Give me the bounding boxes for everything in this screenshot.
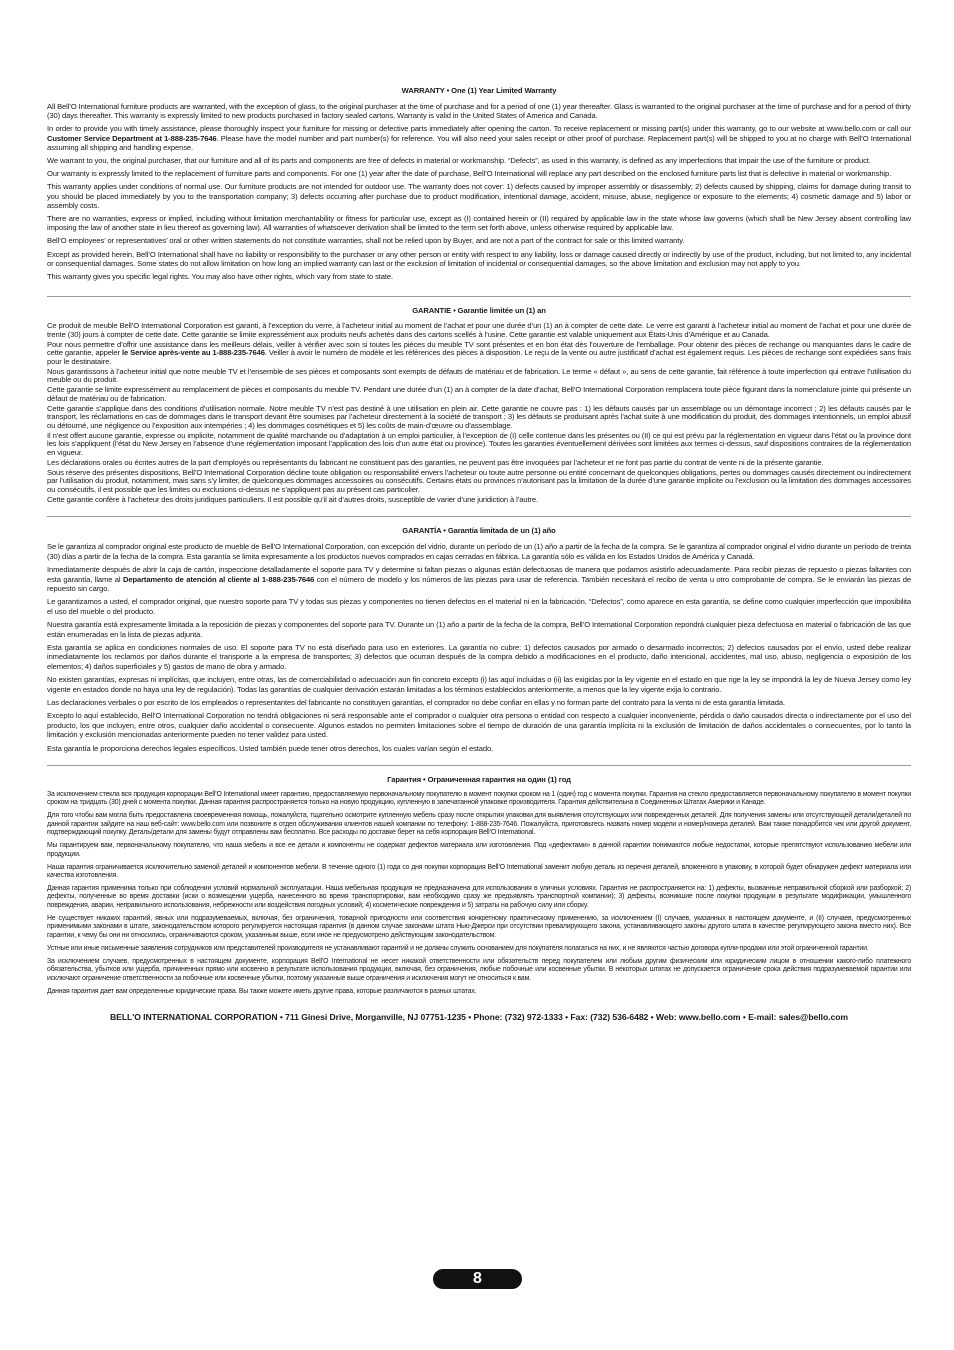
customer-service-phone: Customer Service Department at 1-888-235-7646	[47, 133, 217, 143]
paragraph: Мы гарантируем вам, первоначальному покупателю, что наша мебель и все ее детали и компоненты не содержат дефектов материала или изготовления. Под «дефектами» в данной гарантии понимаются любые недостатки, которые препятствуют использованию мебели или продукции.	[47, 842, 911, 858]
section-divider	[47, 765, 911, 766]
customer-service-phone: le Service après-vente au 1-888-235-7646	[122, 348, 265, 358]
paragraph: Для того чтобы вам могла быть предоставлена своевременная помощь, пожалуйста, тщательно осмотрите купленную мебель сразу после открытия упаковки для выявления отсутствующих или поврежденных деталей. Для получения замены или отсутствующей детали/деталей по данной гарантии зайдите на наш веб-сайт: www.bello.com или позвоните в отдел обслуживания клиентов нашей компании по телефону: 1-888-235-7646. Пожалуйста, приготовьтесь назвать номер модели и номер/номера деталей. Вам также понадобится чек или другой документ, подтверждающий покупку. Деталь/детали для замены будут отправлены вам бесплатно. Все расходы по доставке берет на себя корпорация Bell’O International.	[47, 812, 911, 837]
paragraph: Pour nous permettre d’offrir une assistance dans les meilleurs délais, veiller à vérifier avec soin si toutes les pièces du meuble TV sont présentes et en bon état dès l’ouverture de l’emballage. Pour obtenir des pièces de rechange ou manquantes dans le cadre de cette garantie, appeler le Service après-vente au 1-888-235-7646. Veiller à avoir le numéro de modèle et les références des pièces à disposition. Le reçu de la vente ou autre justificatif d’achat est également requis. Les pièces de rechange sont expédiées sans frais pour le destinataire.	[47, 339, 912, 367]
section-divider	[47, 516, 911, 517]
paragraph: За исключением случаев, предусмотренных в настоящем документе, корпорация Bell’O International не несет никакой ответственности или обязательств перед покупателем или любым другим физическим или юридическим лицом в отношении какого-либо платежного обязательства, убытков или ущерба, причиненных прямо или косвенно в результате использования продукции, включая, без ограничения, любые побочные или косвенные убытки. В некоторых штатах не допускается ограничение срока действия подразумеваемой гарантии или исключают ограничение ответственности за побочные или косвенные убытки, поэтому указанные выше ограничения и исключения могут не относиться к вам.	[47, 957, 911, 982]
section-title: WARRANTY • One (1) Year Limited Warranty	[401, 86, 557, 95]
customer-service-phone: Departamento de atención al cliente al 1-888-235-7646	[122, 574, 315, 584]
paragraph: Nuestra garantía está expresamente limitada a la reposición de piezas y componentes del soporte para TV. Durante un (1) año a partir de la fecha de la compra, Bell’O International Corporation repondrá cualquier pieza defectuosa en material o fabricación de las que están enumeradas en la lista de piezas adjunta.	[47, 620, 911, 639]
paragraph: Не существует никаких гарантий, явных или подразумеваемых, включая, без ограничения, товарной пригодности или соответствия конкретному практическому применению, за исключением (I) случаев, указанных в настоящем документе, и (II) случаев, предусмотренных применимыми законами в штате, законодательством которого регулируется настоящая гарантия (в данном случае законами штата Нью-Джерси при отсутствии превалирующего закона, устанавливающего законы другого штата в качестве регулирующего закона вместо них). Все гарантии, к чему бы они ни относились, ограничиваются сроком, указанным выше, если иное не предусмотрено действующим законодательством.	[47, 914, 911, 939]
section-title: GARANTIE • Garantie limitée un (1) an	[412, 306, 546, 316]
paragraph: Se le garantiza al comprador original este producto de mueble de Bell’O International Corporation, con excepción del vidrio, durante un período de un (1) año a partir de la fecha de la compra. Se le garantiza al comprador original el vidrio durante un período de treinta (30) días a partir de la fecha de la compra. Esta garantía se limita expresamente a los productos nuevos comprados en cajas cerradas en fábrica. La garantía sólo es válida en los Estados Unidos de América y Canadá.	[47, 542, 911, 561]
page-number: 8	[433, 1269, 522, 1289]
paragraph: Les déclarations orales ou écrites autres de la part d’employés ou représentants du fabricant ne constituent pas des garanties, ne peuvent pas être invoquées par l’acheteur et ne font pas partie du contrat de vente ni de la présente garantie.	[47, 457, 824, 467]
paragraph: Las declaraciones verbales o por escrito de los empleados o representantes del fabricante no constituyen garantías, el comprador no debe confiar en ellas y no forman parte del contrato para la venta ni de esta garantía limitada.	[47, 698, 785, 707]
section-title: Гарантия • Ограниченная гарантия на один (1) год	[387, 775, 571, 785]
paragraph: All Bell’O International furniture products are warranted, with the exception of glass, to the original purchaser at the time of purchase and for a period of one (1) year thereafter. Glass is warranted to the original purchaser at the time of purchase and for a period of thirty (30) days thereafter. This warranty is expressly limited to new products purchased in factory sealed cartons. Warranty is valid in the United States of America and Canada.	[47, 102, 911, 121]
warranty-page	[47, 86, 911, 1022]
paragraph: Наша гарантия ограничивается исключительно заменой деталей и компонентов мебели. В течение одного (1) года со дня покупки корпорация Bell’O International заменит любую деталь из перечня деталей, вложенного в упаковку, в которой будет обнаружен дефект материала или качества изготовления.	[47, 863, 911, 880]
paragraph: Esta garantía se aplica en condiciones normales de uso. El soporte para TV no está diseñado para uso en exteriores. La garantía no cubre: 1) defectos causados por armado o desarmado incorrectos; 2) defectos causados por el envío, usted debe realizar inmediatamente los reclamos por daños durante el transporte a la empresa de transportes; 3) defectos que ocurran después de la compra debido a modificaciones en el producto, daño intencional, accidentes, mal uso, abuso, negligencia o exposición de los elementos; 4) daños superficiales y 5) gastos de mano de obra y armado.	[47, 642, 911, 671]
paragraph: За исключением стекла вся продукция корпорации Bell’O International имеет гарантию, предоставляемую первоначальному покупателю в момент покупки сроком на 1 (один) год с момента покупки. Гарантия на стекло предоставляется первоначальному покупателю в момент покупки сроком на тридцать (30) дней с момента покупки. Данная гарантия распространяется только на новую продукцию, купленную в запечатанной упаковке производителя. Гарантия действительна в Соединенных Штатах Америки и Канаде.	[47, 791, 911, 807]
paragraph: Il n’est offert aucune garantie, expresse ou implicite, notamment de qualité marchande ou d’adaptation à un emploi particulier, à l’exception de (I) celle contenue dans les présentes ou (II) ce qui est prévu par la réglementation en vigueur dans l’état ou la province dont les lois s’appliquent (l’état du New Jersey en l’absence d’une réglementation imposant l’application des lois d’un autre état ou province). Toutes les garanties éventuellement dérivées sont limitées aux termes ci-dessus, sauf dispositions contraires de la réglementation en vigueur.	[47, 430, 911, 458]
warranty-french	[47, 306, 911, 504]
paragraph: Le garantizamos a usted, el comprador original, que nuestro soporte para TV y todas sus piezas y componentes no tienen defectos en el material ni en la fabricación. “Defectos”, como aparece en esta garantía, se define como cualquier imperfección que imposibilita el uso del mueble o del producto.	[47, 597, 911, 616]
paragraph: Excepto lo aquí establecido, Bell’O International Corporation no tendrá obligaciones ni será responsable ante el comprador o cualquier otra persona o entidad con respecto a cualquier inconveniente, pérdida o daño causados directa o indirectamente por el uso del producto, los que incluyen, entre otros, cualquier daño accidental o consecuente. Algunos estados no permiten limitaciones sobre el tiempo de duración de una garantía implícita ni la exclusión de limitación de daños accidentales o consecuentes, por lo tanto la limitación y exclusión mencionadas anteriormente pueden no tener validez para usted.	[47, 711, 911, 740]
section-divider	[47, 296, 911, 297]
company-contact-footer: BELL'O INTERNATIONAL CORPORATION • 711 Ginesi Drive, Morganville, NJ 07751-1235 • Phone: (732) 972-1333 • Fax: (732) 536-6482 • Web: www.bello.com • E-mail: sales@bello.com	[109, 1011, 849, 1022]
paragraph: Except as provided herein, Bell’O International shall have no liability or responsibility to the purchaser or any other person or entity with respect to any liability, loss or damage caused directly or indirectly by use of the product, including, but not limited to, any incidental or consequential damages. Some states do not allow limitation on how long an implied warranty can last or the exclusion of limitation of incidental or consequential damages, so the above limitation and exclusion may not apply to you.	[47, 249, 911, 268]
paragraph: Esta garantía le proporciona derechos legales específicos. Usted también puede tener otros derechos, los cuales varían según el estado.	[47, 743, 494, 753]
paragraph: There are no warranties, express or implied, including without limitation merchantability or fitness for particular use, except as (I) contained herein or (II) required by applicable law in the state whose law governs (which shall be New Jersey absent controlling law imposing the law of another state in lieu thereof as governing law). All warranties of whatsoever derivation shall be limited to the term set forth above, unless otherwise required by applicable law.	[47, 214, 911, 233]
paragraph: Our warranty is expressly limited to the replacement of furniture parts and components. For one (1) year after the date of purchase, Bell’O International will replace any part described on the enclosed furniture parts list that is defective in material or workmanship.	[47, 169, 892, 179]
paragraph: Inmediatamente después de abrir la caja de cartón, inspeccione detalladamente el soporte para TV y determine si faltan piezas o algunas están defectuosas de manera que podamos asistirlo adecuadamente. Para recibir piezas de repuesto o piezas faltantes con esta garantía, llame al Departamento de atención al cliente al 1-888-235-7646 con el número de modelo y los números de las piezas para usar de referencia. También necesitará el recibo de venta u otro comprobante de compra. Se le enviarán las piezas de repuesto sin cargo.	[47, 565, 911, 593]
paragraph: Bell’O employees’ or representatives’ oral or other written statements do not constitute warranties, shall not be relied upon by Buyer, and are not a part of the contract for sale or this limited warranty.	[47, 236, 685, 246]
paragraph: We warrant to you, the original purchaser, that our furniture and all of its parts and components are free of defects in material or workmanship. “Defects”, as used in this warranty, is defined as any imperfections that impair the use of the furniture or product.	[47, 156, 871, 166]
paragraph: No existen garantías, expresas ni implícitas, que incluyen, entre otras, las de comerciabilidad o adecuación aun fin concreto excepto (i) las aquí incluidas o (ii) las exigidas por la ley vigente en el estado en que rige la ley se impondrá la ley de Nueva Jersey como ley vigente en estados donde no haya una ley de regulación). Todas las garantías de cualquier derivación estarán limitadas a los términos establecidos anteriormente, a menos que la ley vigente exija lo contrario.	[47, 675, 911, 694]
paragraph: In order to provide you with timely assistance, please thoroughly inspect your furniture for missing or defective parts immediately after opening the carton. To receive replacement or missing part(s) under this warranty, go to our website at www.bello.com or call our Customer Service Department at 1-888-235-7646. Please have the model number and part number(s) for reference. You will also need your sales receipt or other proof of purchase. Replacement part(s) will be shipped to you at no charge with Bell’O International assuming all shipping and handling expense.	[47, 124, 912, 152]
paragraph: Данная гарантия применима только при соблюдении условий нормальной эксплуатации. Наша мебельная продукция не предназначена для использования в уличных условиях. Гарантия не распространяется на: 1) дефекты, вызванные неправильной сборкой или разборкой; 2) дефекты, полученные во время доставки (иски о возмещении ущерба, нанесенного во время транспортировки, вам необходимо сразу же предъявлять транспортной компании); 3) дефекты, возникшие после покупки продукции в результате модификации, умышленного повреждения, аварии, неправильного использования, небрежности или воздействия погодных условий; 4) косметические повреждения и 5) затраты на рабочую силу или сборку.	[47, 885, 911, 909]
paragraph: Данная гарантия дает вам определенные юридические права. Вы также можете иметь другие права, которые различаются в разных штатах.	[47, 987, 477, 995]
paragraph: Cette garantie se limite expressément au remplacement de pièces et composants du meuble TV. Pendant une durée d’un (1) an à compter de la date d’achat, Bell’O International Corporation remplacera toute pièce figurant dans la nomenclature jointe qui présente un défaut de matériau ou de fabrication.	[47, 385, 911, 403]
section-title: GARANTÍA • Garantía limitada de un (1) año	[402, 526, 556, 536]
paragraph: This warranty applies under conditions of normal use. Our furniture products are not intended for outdoor use. The warranty does not cover: 1) defects caused by improper assembly or disassembly; 2) defects caused by shipping, claims for damage during transit to you should be placed immediately by you to the transportation company; 3) defects occurring after purchase due to product modification, intentional damage, accident, misuse, abuse, negligence or exposure to the elements; 4) cosmetic damage and 5) labor or assembly costs.	[47, 182, 911, 210]
paragraph: Cette garantie confère à l’acheteur des droits juridiques particuliers. Il est possible qu’il ait d’autres droits, susceptible de varier d’une juridiction à l’autre.	[47, 494, 538, 504]
paragraph: Cette garantie s’applique dans des conditions d’utilisation normale. Notre meuble TV n’est pas destiné à une utilisation en plein air. Cette garantie ne couvre pas : 1) les défauts causés par un assemblage ou un démontage incorrect ; 2) les défauts causés par le transport, les réclamations en cas de dommages dans le transport devant être soumises par l’acheteur directement à la société de transport ; 3) les défauts se produisant après l’achat suite à une modification du produit, des dommages intentionnels, un emploi abusif ou détourné, une négligence ou l’exposition aux intempéries ; 4) les dommages cosmétiques et 5) les coûts de main-d’œuvre ou d’assemblage.	[47, 403, 911, 430]
paragraph: Ce produit de meuble Bell’O International Corporation est garanti, à l’exception du verre, à l’acheteur initial au moment de l’achat et pour une durée d’un (1) an à compter de cette date. Le verre est garanti à l’acheteur initial au moment de l’achat et pour une durée de trente (30) jours à compter de cette date. Cette garantie se limite expressément aux produits neufs achetés dans des cartons scellés à l’usine. Cette garantie est valable uniquement aux États-Unis d’Amérique et au Canada.	[47, 321, 911, 339]
warranty-spanish	[47, 526, 911, 753]
paragraph: Устные или иные письменные заявления сотрудников или представителей производителя не устанавливают гарантий и не должны служить основанием для покупателя полагаться на них, и не являются частью договора купли-продажи или этой ограниченной гарантии.	[47, 944, 869, 952]
paragraph: Nous garantissons à l’acheteur initial que notre meuble TV et l’ensemble de ses pièces et composants sont exempts de défauts de matériau et de fabrication. Le terme « défaut », au sens de cette garantie, fait référence à toute imperfection qui entrave l’utilisation du meuble ou du produit.	[47, 366, 911, 385]
paragraph: Sous réserve des présentes dispositions, Bell’O International Corporation décline toute obligation ou responsabilité envers l’acheteur ou toute autre personne ou entité concernant de quelconques obligations, pertes ou dommages causés directement ou indirectement par l’utilisation du produit, notamment, mais sans s’y limiter, de quelconques dommages accessoires ou consécutifs. Certains états ou provinces n’autorisant pas la limitation de la durée d’une garantie implicite ou l’exclusion ou la limitation des dommages accessoires ou consécutifs, il est possible que les limites ou exclusions ci-dessus ne s’appliquent pas au présent cas particulier.	[47, 467, 911, 494]
paragraph: This warranty gives you specific legal rights. You may also have other rights, which vary from state to state.	[47, 272, 393, 282]
warranty-english	[47, 86, 911, 281]
warranty-russian	[47, 775, 911, 996]
